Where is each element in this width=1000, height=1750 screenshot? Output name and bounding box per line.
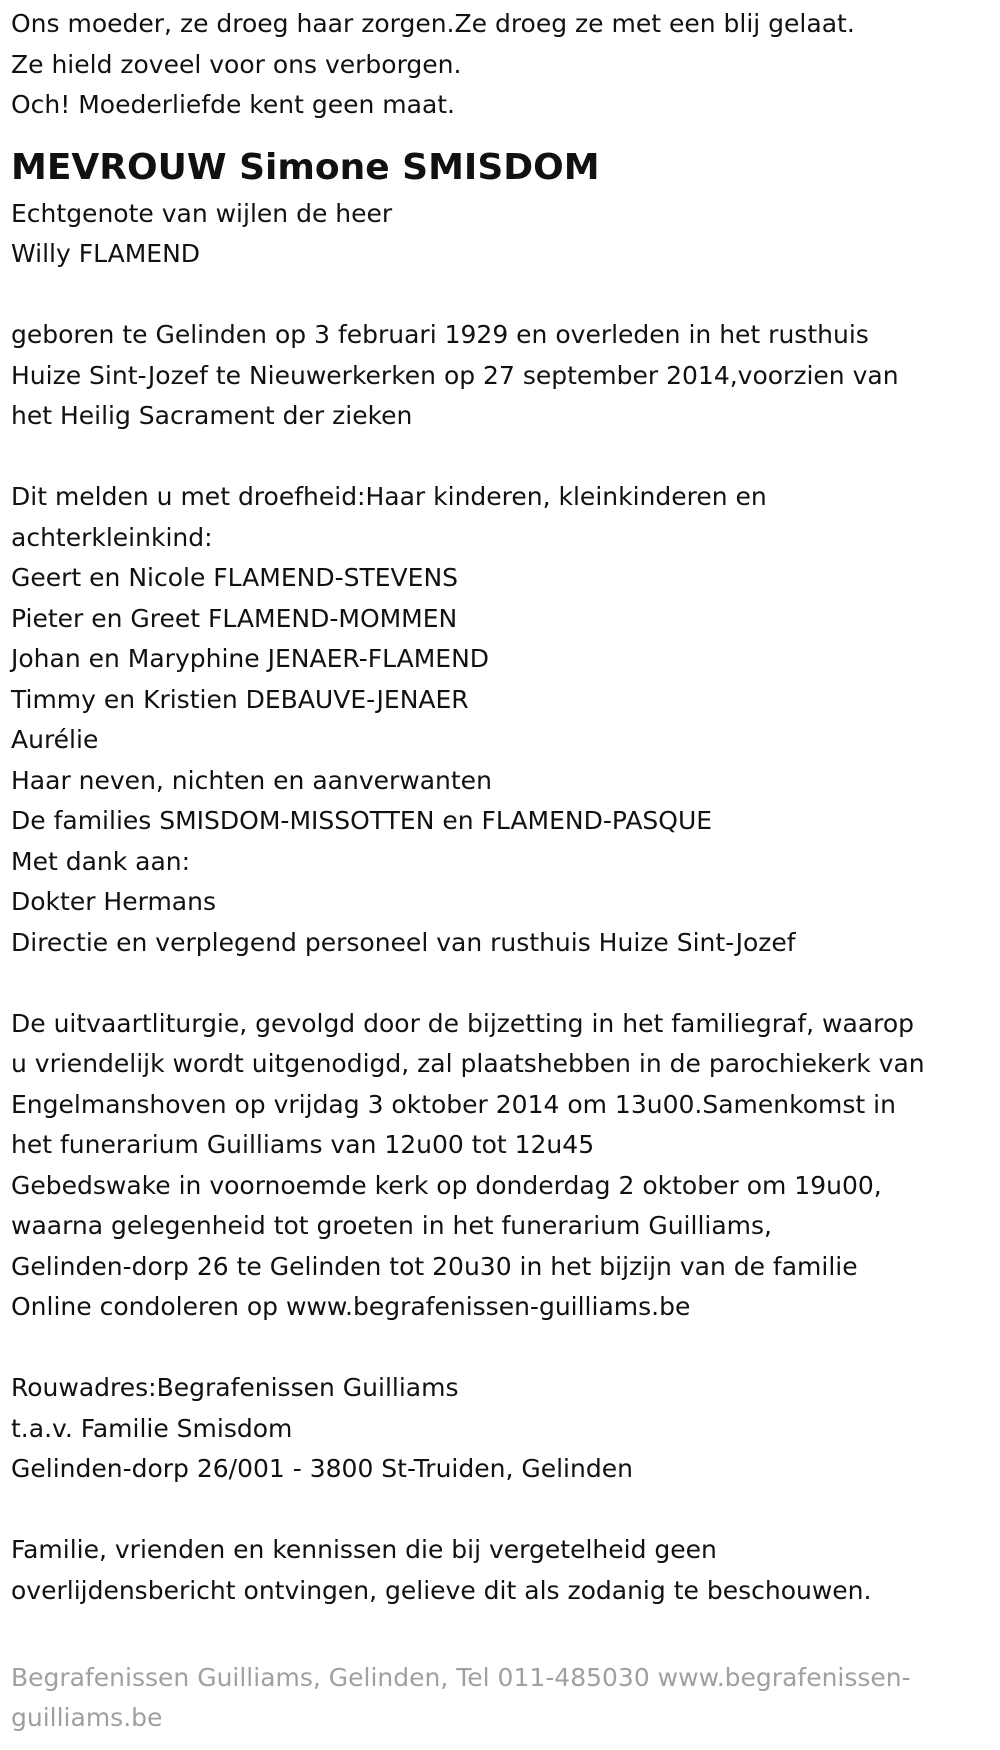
family-line: Pieter en Greet FLAMEND-MOMMEN (11, 603, 458, 633)
funeral-line: het funerarium Guilliams van 12u00 tot 12u45 (11, 1130, 595, 1159)
poem-line: Och! Moederliefde kent geen maat. (11, 90, 456, 119)
family-line: Geert en Nicole FLAMEND-STEVENS (11, 563, 459, 592)
address-line: t.a.v. Familie Smisdom (11, 1413, 293, 1443)
funeral-line: Gebedswake in voornoemde kerk op donderdag 2 oktober om 19u00, (11, 1170, 882, 1200)
spouse-name: Willy FLAMEND (11, 239, 201, 268)
deceased-name-title: MEVROUW Simone SMISDOM (11, 146, 600, 188)
funeral-info (11, 1004, 991, 1328)
birth-death-line: geboren te Gelinden op 3 februari 1929 en overleden in het rusthuis (11, 320, 869, 349)
poem (11, 4, 991, 126)
address-line: Rouwadres:Begrafenissen Guilliams (11, 1373, 459, 1402)
family-line: Met dank aan: (11, 846, 191, 876)
birth-death-line: het Heilig Sacrament der zieken (11, 401, 413, 430)
family-line: Directie en verplegend personeel van rusthuis Huize Sint-Jozef (11, 927, 796, 957)
family-line: achterkleinkind: (11, 522, 213, 552)
funeral-line: Engelmanshoven op vrijdag 3 oktober 2014 om 13u00.Samenkomst in (11, 1089, 896, 1119)
family-line: Aurélie (11, 725, 99, 754)
family-line: Haar neven, nichten en aanverwanten (11, 765, 492, 795)
funeral-line: Online condoleren op www.begrafenissen-guilliams.be (11, 1292, 691, 1321)
poem-line: Ons moeder, ze droeg haar zorgen.Ze droeg ze met een blij gelaat. (11, 9, 855, 38)
funeral-home-footer (11, 1658, 991, 1739)
family-line: Dit melden u met droefheid:Haar kinderen, kleinkinderen en (11, 482, 767, 511)
birth-death-info (11, 315, 991, 437)
notice (11, 1530, 991, 1611)
footer-line: Begrafenissen Guilliams, Gelinden, Tel 011-485030 www.begrafenissen- (11, 1662, 911, 1692)
funeral-line: waarna gelegenheid tot groeten in het funerarium Guilliams, (11, 1211, 772, 1240)
notice-line: Familie, vrienden en kennissen die bij vergetelheid geen (11, 1535, 717, 1564)
family-line: Johan en Maryphine JENAER-FLAMEND (11, 644, 490, 673)
family-line: Timmy en Kristien DEBAUVE-JENAER (11, 684, 469, 714)
notice-line: overlijdensbericht ontvingen, gelieve dit als zodanig te beschouwen. (11, 1575, 872, 1605)
family-line: De families SMISDOM-MISSOTTEN en FLAMEND-PASQUE (11, 806, 713, 835)
spouse-info (11, 194, 991, 275)
funeral-line: u vriendelijk wordt uitgenodigd, zal plaatshebben in de parochiekerk van (11, 1049, 925, 1078)
funeral-line: De uitvaartliturgie, gevolgd door de bijzetting in het familiegraf, waarop (11, 1008, 915, 1038)
funeral-line: Gelinden-dorp 26 te Gelinden tot 20u30 in het bijzijn van de familie (11, 1251, 858, 1281)
spouse-line: Echtgenote van wijlen de heer (11, 198, 393, 228)
poem-line: Ze hield zoveel voor ons verborgen. (11, 49, 462, 79)
family-line: Dokter Hermans (11, 887, 216, 916)
family-list (11, 477, 991, 963)
birth-death-line: Huize Sint-Jozef te Nieuwerkerken op 27 september 2014,voorzien van (11, 360, 899, 390)
address-line: Gelinden-dorp 26/001 - 3800 St-Truiden, Gelinden (11, 1454, 633, 1483)
footer-line: guilliams.be (11, 1703, 163, 1732)
mourning-address (11, 1368, 991, 1490)
